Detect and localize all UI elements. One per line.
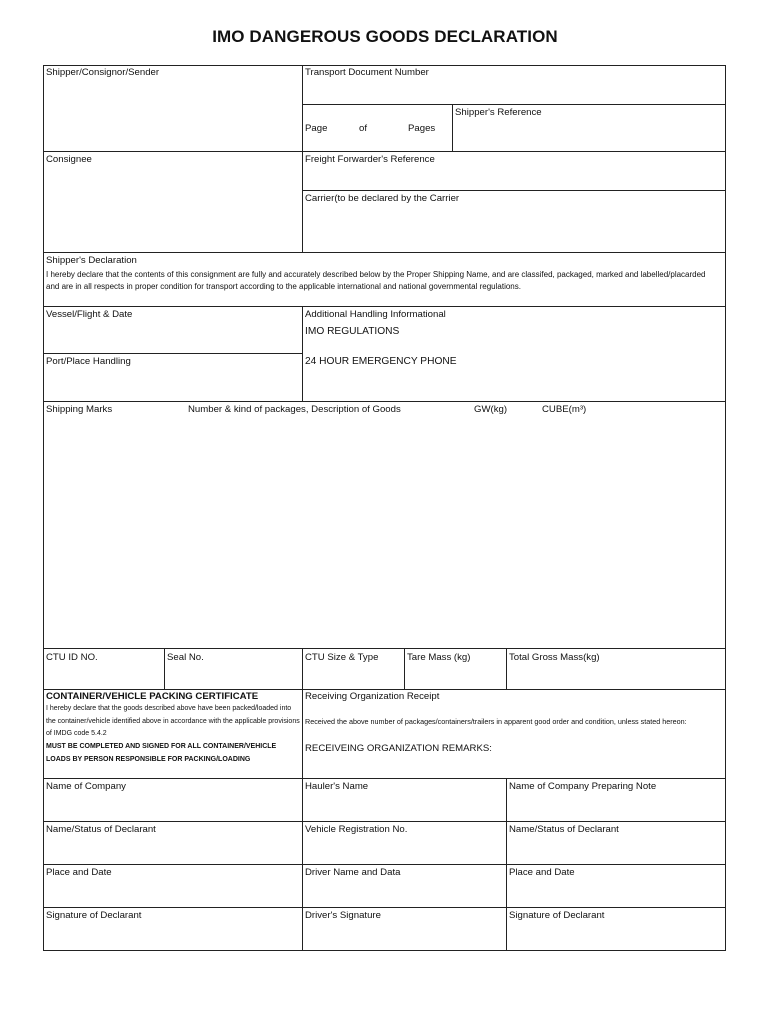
port-label: Port/Place Handling (46, 356, 131, 367)
consignee-label: Consignee (46, 154, 92, 165)
receiving-receipt-title: Receiving Organization Receipt (305, 691, 440, 702)
divider (43, 401, 726, 402)
ctu-id-label: CTU ID NO. (46, 652, 98, 663)
divider (302, 648, 303, 950)
shippers-declaration-text: I hereby declare that the contents of this consignment are fully and accurately described below by the Proper Shipping Name, and are classifed, packaged, marked and labelled/placarded and are in all respects in proper condition for transport according to the applicable international and national governmental regulations. (46, 270, 706, 292)
additional-handling-label: Additional Handling Informational (305, 309, 446, 320)
pages-label: Pages (408, 123, 436, 134)
cube-label: CUBE(m³) (542, 404, 587, 415)
divider (302, 306, 303, 401)
divider (43, 306, 726, 307)
divider (43, 778, 726, 779)
page-title: IMO DANGEROUS GOODS DECLARATION (212, 27, 558, 46)
shippers-reference-label: Shipper's Reference (455, 107, 542, 118)
vehicle-registration-label: Vehicle Registration No. (305, 824, 408, 835)
carrier-label: Carrier(to be declared by the Carrier (305, 193, 460, 204)
vessel-label: Vessel/Flight & Date (46, 309, 133, 320)
packing-certificate-title: CONTAINER/VEHICLE PACKING CERTIFICATE (46, 691, 259, 702)
imo-regulations-label: IMO REGULATIONS (305, 326, 400, 337)
tare-mass-label: Tare Mass (kg) (407, 652, 471, 663)
border-top (43, 65, 726, 66)
declarant-status-label: Name/Status of Declarant (46, 824, 156, 835)
freight-forwarder-label: Freight Forwarder's Reference (305, 154, 435, 165)
company-name-label: Name of Company (46, 781, 126, 792)
seal-no-label: Seal No. (167, 652, 204, 663)
divider (43, 151, 726, 152)
divider (43, 907, 726, 908)
divider (164, 648, 165, 689)
emergency-phone-label: 24 HOUR EMERGENCY PHONE (305, 356, 457, 367)
shipping-marks-label: Shipping Marks (46, 404, 113, 415)
shipper-label: Shipper/Consignor/Sender (46, 67, 160, 78)
divider (43, 252, 726, 253)
divider (43, 821, 726, 822)
of-label: of (359, 123, 368, 134)
gw-label: GW(kg) (474, 404, 508, 415)
divider (43, 689, 726, 690)
packing-certificate-notice: MUST BE COMPLETED AND SIGNED FOR ALL CONTAINER/VEHICLE LOADS BY PERSON RESPONSIBLE FOR PACKING/LOADING (46, 743, 277, 763)
company-preparing-note-label: Name of Company Preparing Note (509, 781, 657, 792)
hauler-name-label: Hauler's Name (305, 781, 369, 792)
ctu-size-label: CTU Size & Type (305, 652, 379, 663)
packing-certificate-text: I hereby declare that the goods described above have been packed/loaded into the container/vehicle identified above in accordance with the applicable provisions of IMDG code 5.4.2 (46, 705, 300, 737)
declarant-signature-label: Signature of Declarant (46, 910, 142, 921)
border-right (725, 65, 726, 951)
driver-name-label: Driver Name and Data (305, 867, 401, 878)
divider (43, 648, 726, 649)
divider (302, 65, 303, 252)
divider (43, 353, 302, 354)
divider (506, 648, 507, 689)
divider (302, 190, 726, 191)
divider (43, 864, 726, 865)
transport-document-label: Transport Document Number (305, 67, 429, 78)
border-bottom (43, 950, 726, 951)
border-left (43, 65, 44, 951)
divider (302, 104, 726, 105)
declarant-status-label: Name/Status of Declarant (509, 824, 619, 835)
description-label: Number & kind of packages, Description of Goods (188, 404, 401, 415)
receiving-remarks-label: RECEIVEING ORGANIZATION REMARKS: (305, 743, 492, 754)
gross-mass-label: Total Gross Mass(kg) (509, 652, 600, 663)
divider (452, 104, 453, 151)
declarant-signature-label: Signature of Declarant (509, 910, 605, 921)
receiving-receipt-text: Received the above number of packages/containers/trailers in apparent good order and condition, unless stated hereon: (305, 717, 687, 726)
place-date-label: Place and Date (46, 867, 112, 878)
driver-signature-label: Driver's Signature (305, 910, 381, 921)
shippers-declaration-label: Shipper's Declaration (46, 255, 137, 266)
page-label: Page (305, 123, 328, 134)
place-date-label: Place and Date (509, 867, 575, 878)
divider (404, 648, 405, 689)
